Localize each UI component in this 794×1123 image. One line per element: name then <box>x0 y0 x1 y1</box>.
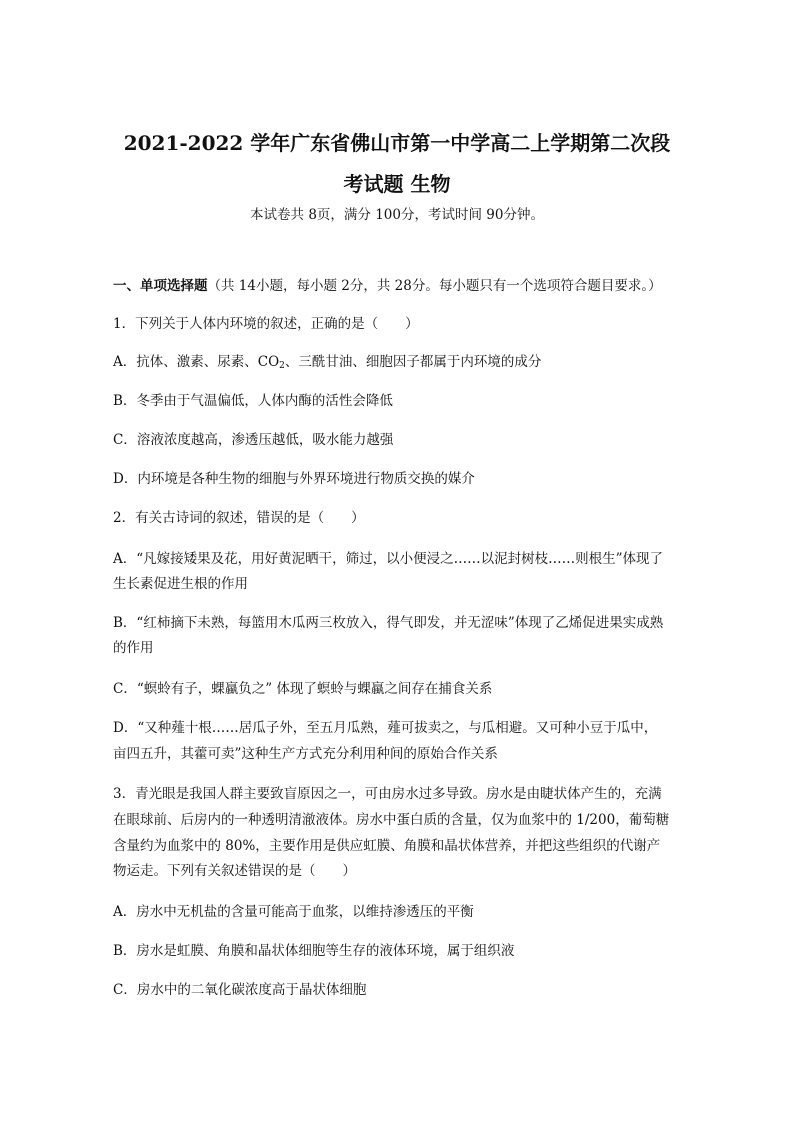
section-1-heading-line <box>113 277 662 295</box>
question-2-option-a-line-2: 生长素促进生根的作用 <box>113 576 248 592</box>
question-1-stem: 1．下列关于人体内环境的叙述，正确的是（ ） <box>113 316 419 332</box>
question-3-stem-line-1: 3．青光眼是我国人群主要致盲原因之一，可由房水过多导致。房水是由睫状体产生的，充满 <box>113 786 662 802</box>
exam-subtitle: 本试卷共 8页，满分 100分，考试时间 90分钟。 <box>250 207 544 223</box>
question-3-stem-line-4: 物运走。下列有关叙述错误的是（ ） <box>113 863 356 879</box>
question-1-option-c: C．溶液浓度越高，渗透压越低，吸水能力越强 <box>113 432 394 448</box>
question-1-option-d: D．内环境是各种生物的细胞与外界环境进行物质交换的媒介 <box>113 471 475 487</box>
question-2-option-d-line-1: D．“又种薤十根……居瓜子外，至五月瓜熟，薤可拔卖之，与瓜相避。又可种小豆于瓜中， <box>113 720 658 736</box>
question-3-stem-line-2: 在眼球前、后房内的一种透明清澈液体。房水中蛋白质的含量，仅为血浆中的 1/200，葡萄糖 <box>113 812 670 828</box>
question-1-option-a-suffix: 、三酰甘油、细胞因子都属于内环境的成分 <box>284 354 542 370</box>
question-2-stem: 2．有关古诗词的叙述，错误的是（ ） <box>113 510 365 526</box>
exam-title-line-2: 考试题 生物 <box>343 172 451 196</box>
question-1-option-a-prefix: A．抗体、激素、尿素、CO <box>113 354 280 370</box>
question-2-option-a-line-1: A．“凡嫁接矮果及花，用好黄泥晒干，筛过，以小便浸之……以泥封树枝……则根生”体现了 <box>113 551 664 567</box>
section-1-instructions: （共 14小题，每小题 2分，共 28分。每小题只有一个选项符合题目要求。） <box>207 278 662 294</box>
exam-title-line-1: 2021-2022 学年广东省佛山市第一中学高二上学期第二次段 <box>123 131 671 155</box>
question-2-option-d-line-2: 亩四五升，其藿可卖”这种生产方式充分利用种间的原始合作关系 <box>113 746 498 762</box>
question-2-option-b-line-2: 的作用 <box>113 640 154 656</box>
question-1-option-a <box>113 353 541 371</box>
question-3-option-a: A．房水中无机盐的含量可能高于血浆，以维持渗透压的平衡 <box>113 904 474 920</box>
question-3-option-b: B．房水是虹膜、角膜和晶状体细胞等生存的液体环境，属于组织液 <box>113 943 515 959</box>
question-1-option-b: B．冬季由于气温偏低，人体内酶的活性会降低 <box>113 393 393 409</box>
question-1-option-a-subscript: 2 <box>279 361 285 371</box>
section-1-heading: 一、单项选择题 <box>113 278 208 294</box>
question-2-option-c: C．“螟蛉有子，蜾蠃负之” 体现了螟蛉与蜾蠃之间存在捕食关系 <box>113 681 493 697</box>
question-2-option-b-line-1: B．“红柿摘下未熟，每篮用木瓜两三枚放入，得气即发，并无涩味”体现了乙烯促进果实成熟 <box>113 615 664 631</box>
question-3-stem-line-3: 含量约为血浆中的 80%，主要作用是供应虹膜、角膜和晶状体营养，并把这些组织的代谢产 <box>113 838 661 854</box>
question-3-option-c: C．房水中的二氧化碳浓度高于晶状体细胞 <box>113 982 367 998</box>
